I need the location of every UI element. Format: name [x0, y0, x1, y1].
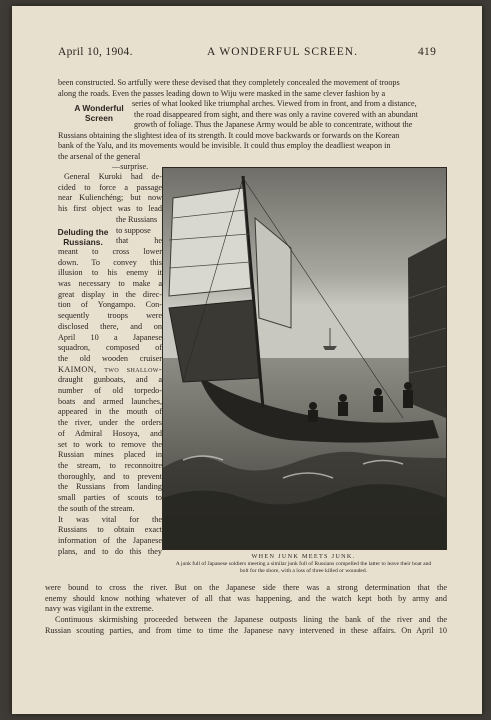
column-line: set to work to remove the — [58, 439, 162, 449]
column-line: meant to cross lower — [58, 246, 162, 256]
column-line: cided to force a passage — [58, 182, 162, 192]
column-line: disclosed there, and on — [58, 321, 162, 331]
narrow-column — [58, 172, 162, 557]
book-page — [12, 6, 482, 714]
figure-caption: A junk full of Japanese soldiers meeting a similar junk full of Russians compelled the latter to leave their boat and bolt for the shore, with a loss of three killed or wounded. — [175, 561, 432, 574]
figure-caption-title: WHEN JUNK MEETS JUNK. — [251, 553, 356, 560]
column-line: the old wooden cruiser — [58, 353, 162, 363]
sidenote-screen: A Wonderful Screen — [74, 103, 124, 123]
column-line: illusion to his enemy it — [58, 268, 162, 278]
column-line: plans, and to do this they — [58, 546, 162, 556]
intro-line: along the roads. Even the passes leading down to Wiju were masked in the same clever fashion by a — [58, 88, 386, 98]
column-line: was necessary to make a — [58, 279, 162, 289]
column-line: boats and armed launches, — [58, 396, 162, 406]
column-line: April 10 a Japanese — [58, 332, 162, 342]
column-line: Russians to obtain exact — [58, 525, 162, 535]
bottom-line: enemy should know nothing whatever of all that was happening, and the watch kept both by army and — [45, 593, 447, 603]
column-line: the south of the stream. — [58, 503, 135, 513]
intro-line: Russians obtaining the slightest idea of its strength. It could move backwards or forwards on the Korean — [58, 130, 400, 140]
sidenote-deluding: Deluding the Russians. — [57, 227, 109, 247]
column-line: the Russians from landing — [58, 482, 162, 492]
column-line: information of the Japanese — [58, 535, 162, 545]
column-line: Russian mines placed in — [58, 450, 162, 460]
junk-scene-image — [163, 168, 446, 549]
column-line: appeared in the mouth of — [58, 407, 162, 417]
intro-line: —surprise. — [112, 162, 149, 171]
header-date: April 10, 1904. — [58, 46, 133, 58]
column-line: to suppose — [116, 225, 151, 235]
column-line: draught gunboats, and a — [58, 375, 162, 385]
column-line: KAIMON, two shallow- — [58, 364, 162, 374]
intro-line: bank of the Yalu, and its movements would be invisible. It could thus employ the deadliest weapon in — [58, 141, 391, 150]
column-line: number of old torpedo- — [58, 386, 162, 396]
bottom-line: Russian scouting parties, and from time to time the Japanese navy intervened in these affairs. On April 10 — [45, 625, 447, 635]
column-line: General Kuroki had de- — [64, 172, 162, 181]
column-line: the stream, to reconnoitre — [58, 460, 162, 470]
bottom-line: were bound to cross the river. But on the Japanese side there was a strong determination that the — [45, 583, 447, 592]
junk-illustration — [162, 167, 447, 550]
column-line: his first object was to lead — [58, 204, 162, 214]
column-line: the Russians — [116, 214, 158, 224]
header-title: A WONDERFUL SCREEN. — [207, 46, 358, 58]
intro-line: the arsenal of the general — [58, 151, 141, 161]
intro-line: series of what looked like triumphal arches. Viewed from in front, and from a distance, — [132, 99, 417, 108]
column-line: the river, under the orders — [58, 418, 162, 428]
intro-line: the road disappeared from sight, and there was only a ravine covered with an abundant — [134, 109, 418, 119]
column-line: down. To convey this — [58, 257, 162, 267]
column-line: sequently troops were — [58, 311, 162, 321]
column-line: of Admiral Hosoya, and — [58, 428, 162, 438]
bottom-line: Continuous skirmishing proceeded between the Japanese outposts lining the bank of the river and the — [55, 615, 447, 625]
intro-line: been constructed. So artfully were these devised that they completely concealed the movement of troops — [58, 78, 400, 87]
bottom-line: navy was vigilant in the extreme. — [45, 604, 154, 614]
column-line: It was vital for the — [58, 514, 162, 524]
column-line: squadron, composed of — [58, 343, 162, 353]
bottom-paragraphs — [45, 583, 447, 637]
column-line: great display in the direc- — [58, 289, 162, 299]
column-line: that he — [116, 236, 162, 246]
column-line: tion of Yongampo. Con- — [58, 300, 162, 310]
column-line: near Kulienchéng; but now — [58, 193, 162, 203]
intro-line: growth of foliage. Thus the Japanese Army would be able to concentrate, without the — [134, 120, 413, 129]
column-line: small parties of scouts to — [58, 493, 162, 503]
page-number: 419 — [418, 46, 437, 58]
column-line: thoroughly, and to prevent — [58, 471, 162, 481]
